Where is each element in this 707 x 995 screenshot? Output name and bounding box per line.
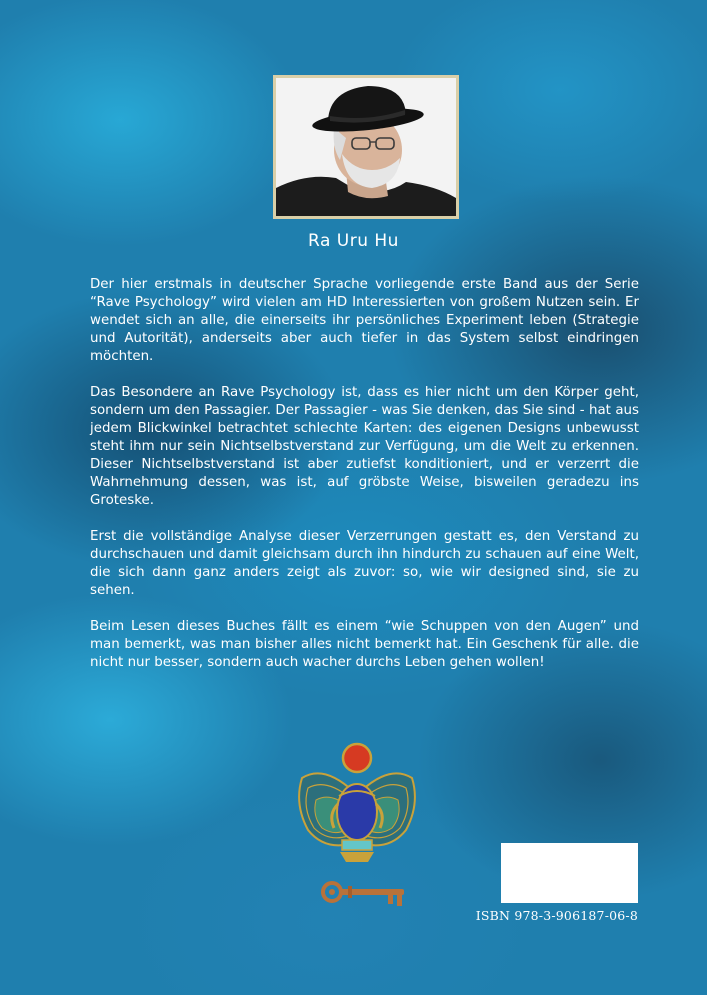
key-icon <box>318 872 410 912</box>
blurb-text <box>90 276 639 690</box>
blurb-paragraph: Das Besondere an Rave Psychology ist, dass es hier nicht um den Körper geht, sondern um den Passagier. Der Passagier - was Sie denken, das Sie sind - hat aus jedem Blickwinkel betrachtet schlechte Karten: des eigenen Designs unbewusst steht ihm nur sein Nichtselbstverstand zur Verfügung, um die Welt zu erkennen. Dieser Nichtselbstverstand ist aber zutiefst konditioniert, und er verzerrt die Wahrnehmung dessen, was ist, auf gröbste Weise, bisweilen geradezu ins Groteske. <box>90 385 639 508</box>
author-name: Ra Uru Hu <box>308 231 399 251</box>
author-portrait-image <box>276 78 456 216</box>
author-portrait <box>273 75 459 219</box>
blurb-paragraph: Erst die vollständige Analyse dieser Verzerrungen gestatt es, den Verstand zu durchschauen und damit gleichsam durch ihn hindurch zu schauen auf eine Welt, die sich dann ganz anders zeigt als zuvor: so, wie wir designed sind, sie zu sehen. <box>90 529 639 598</box>
blurb-paragraph: Beim Lesen dieses Buches fällt es einem “wie Schuppen von den Augen” und man bemerkt, was man bisher alles nicht bemerkt hat. Ein Geschenk für alle. die nicht nur besser, sondern auch wacher durchs Leben gehen wollen! <box>90 619 639 670</box>
scarab-amulet-icon <box>294 734 420 864</box>
barcode-area <box>501 843 638 903</box>
isbn-number: ISBN 978-3-906187-06-8 <box>475 908 638 923</box>
blurb-paragraph: Der hier erstmals in deutscher Sprache vorliegende erste Band aus der Serie “Rave Psychology” wird vielen am HD Interessierten von großem Nutzen sein. Er wendet sich an alle, die einerseits ihr persönliches Experiment leben (Strategie und Autorität), anderseits aber auch tiefer in das System selbst eindringen möchten. <box>90 277 639 364</box>
